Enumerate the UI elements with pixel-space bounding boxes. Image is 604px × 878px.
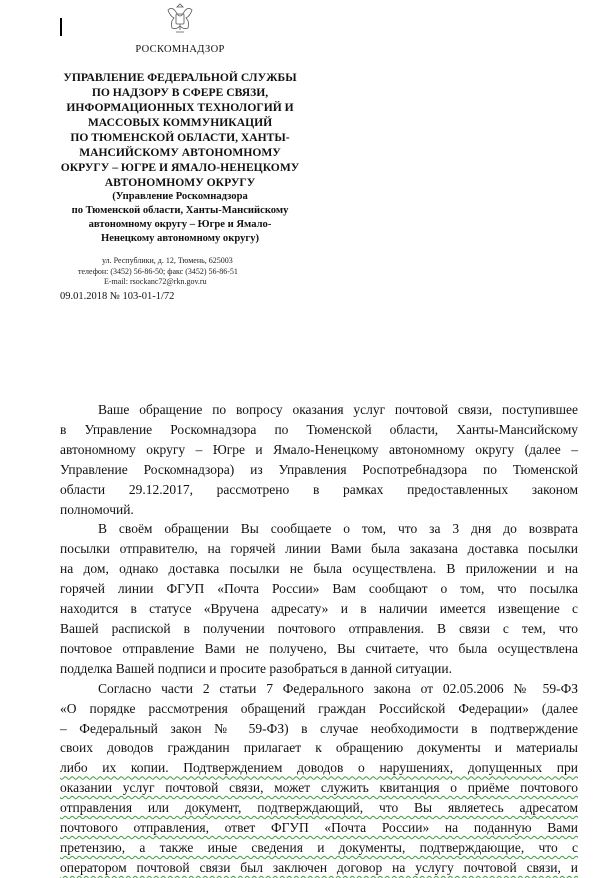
date-and-number: 09.01.2018 № 103-01-1/72	[60, 291, 175, 302]
body-line: своих доводов гражданин прилагает к обращению документы и материалы	[60, 740, 578, 756]
body-line: почтовое отправление Вами не получено, Вы считаете, что была осуществлена	[60, 640, 578, 656]
address-block	[60, 256, 360, 288]
body-line: Управление Роскомнадзора) из Управления Роспотребнадзора по Тюменской	[60, 461, 578, 477]
letterhead-title-line: ИНФОРМАЦИОННЫХ ТЕХНОЛОГИЙ И	[66, 101, 294, 114]
agency-short-name: РОСКОМНАДЗОР	[135, 44, 225, 55]
contacts-line: телефон: (3452) 56-86-50; факс (3452) 56-86-51	[60, 266, 238, 276]
letterhead-title-line: АВТОНОМНОМУ ОКРУГУ	[104, 176, 256, 189]
letterhead-subtitle-line: по Тюменской области, Ханты-Мансийскому	[71, 205, 289, 216]
letterhead-title-line: ОКРУГУ – ЮГРЕ И ЯМАЛО-НЕНЕЦКОМУ	[60, 161, 300, 174]
body-line: в Управление Роскомнадзора по Тюменской области, Ханты-Мансийскому	[60, 421, 578, 437]
body-line: находится в статусе «Вручена адресату» и в наличии имеется извещение с	[60, 601, 578, 617]
letterhead-title-line: УПРАВЛЕНИЕ ФЕДЕРАЛЬНОЙ СЛУЖБЫ	[63, 71, 297, 84]
body-line: почтового отправления, ответ ФГУП «Почта России» на поданную Вами	[60, 820, 578, 836]
letterhead-title-line: МАНСИЙСКОМУ АВТОНОМНОМУ	[79, 146, 281, 159]
body-line: полномочий.	[60, 501, 134, 517]
body-line: автономному округу – Югре и Ямало-Ненецкому автономному округу (далее –	[60, 441, 578, 457]
letterhead-title-line: ПО ТЮМЕНСКОЙ ОБЛАСТИ, ХАНТЫ-	[70, 131, 290, 144]
letter-body	[60, 400, 578, 878]
body-line: «О порядке рассмотрения обращений граждан Российской Федерации» (далее	[60, 700, 578, 716]
body-line: горячей линии ФГУП «Почта России» Вам сообщают о том, что посылка	[60, 581, 578, 597]
letterhead-subtitle-line: Ненецкому автономному округу)	[100, 233, 260, 244]
body-line: Согласно части 2 статьи 7 Федерального закона от 02.05.2006 № 59-ФЗ	[98, 680, 578, 696]
letterhead-title-line: ПО НАДЗОРУ В СФЕРЕ СВЯЗИ,	[91, 86, 269, 99]
coat-of-arms-icon	[158, 0, 202, 36]
letterhead	[55, 70, 305, 246]
body-line: отправления или документ, подтверждающий, что Вы являетесь адресатом	[60, 800, 578, 816]
body-line: Вашей распиской в получении почтового отправления. В связи с тем, что	[60, 620, 578, 636]
email-line: E-mail: rsockanc72@rkn.gov.ru	[60, 277, 207, 286]
body-line: оказании услуг почтовой связи, может служить квитанция о приёме почтового	[60, 780, 578, 796]
address-line: ул. Республики, д. 12, Тюмень, 625003	[60, 256, 233, 265]
body-line: В своём обращении Вы сообщаете о том, что за 3 дня до возврата	[98, 521, 578, 537]
body-line: на дом, однако доставка посылки не была осуществлена. В приложении и на	[60, 561, 578, 577]
body-line: претензию, а также иные сведения и документы, подтверждающие, что с	[60, 839, 578, 855]
body-line: подделка Вашей подписи и просите разобраться в данной ситуации.	[60, 660, 452, 676]
body-line: оператором почтовой связи был заключен договор на услугу почтовой связи, и	[60, 859, 578, 875]
text-cursor	[60, 18, 62, 36]
letterhead-title-line: МАССОВЫХ КОММУНИКАЦИЙ	[87, 116, 273, 129]
letterhead-subtitle-line: (Управление Роскомнадзора	[112, 191, 248, 202]
body-line: посылки отправителю, на горячей линии Вами была заказана доставка посылки	[60, 541, 578, 557]
letterhead-subtitle-line: автономному округу – Югре и Ямало-	[88, 219, 272, 230]
body-line: области 29.12.2017, рассмотрено в рамках предоставленных законом	[60, 481, 578, 497]
body-line: – Федеральный закон № 59-ФЗ) в случае необходимости в подтверждение	[60, 720, 578, 736]
body-line: либо их копии. Подтверждением доводов о нарушениях, допущенных при	[60, 760, 578, 776]
body-line: Ваше обращение по вопросу оказания услуг почтовой связи, поступившее	[98, 402, 578, 417]
